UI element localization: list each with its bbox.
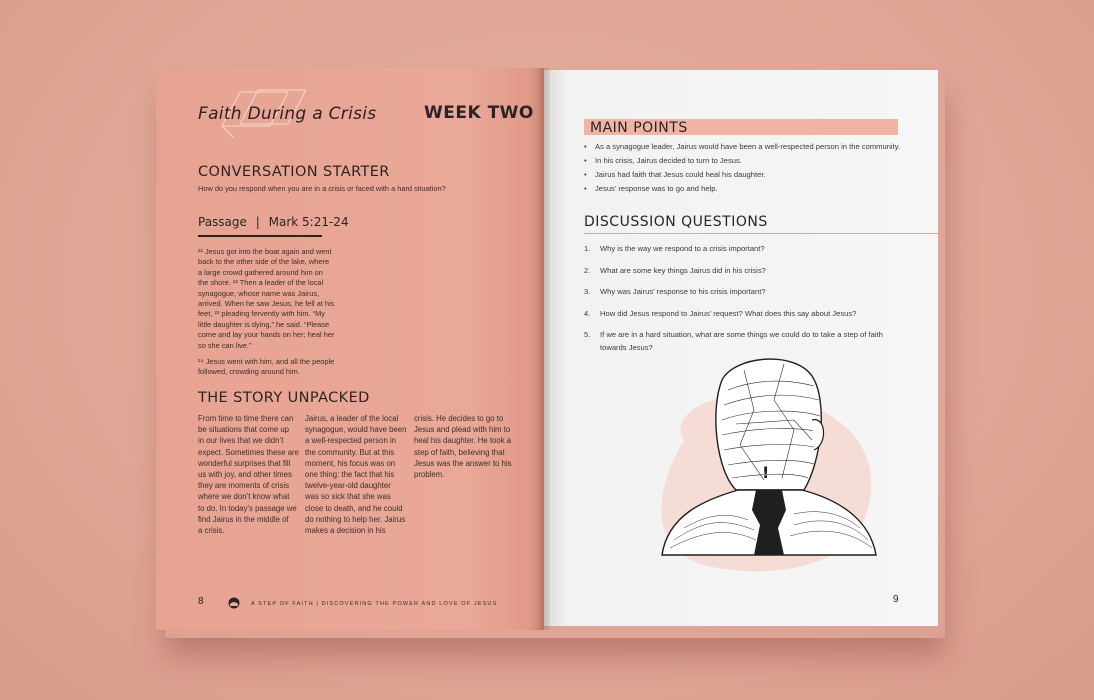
conversation-starter-heading: CONVERSATION STARTER: [198, 164, 390, 180]
scripture-line: back to the other side of the lake, where: [198, 257, 330, 267]
story-line: one thing: the fact that his: [305, 470, 395, 480]
scripture-line: ²¹ Jesus got into the boat again and went: [198, 247, 332, 256]
main-point-text: As a synagogue leader, Jairus would have been a well-respected person in the community.: [595, 142, 901, 151]
list-item: [584, 308, 883, 330]
main-point-text: Jairus had faith that Jesus could heal his daughter.: [595, 170, 766, 179]
scripture-line: the shore. ²² Then a leader of the local: [198, 278, 324, 288]
discussion-questions-heading: DISCUSSION QUESTIONS: [584, 214, 768, 230]
scripture-line: come and lay your hands on her; heal her: [198, 330, 335, 340]
story-unpacked-heading: THE STORY UNPACKED: [198, 390, 370, 406]
illustration-man-back-of-head: [644, 350, 884, 580]
story-line: heal his daughter. He took a: [414, 436, 512, 446]
question-number: 1.: [584, 244, 591, 253]
story-line: they are moments of crisis: [198, 481, 289, 491]
story-line: Jesus was the answer to his: [414, 458, 512, 468]
question-number: 3.: [584, 287, 591, 296]
scripture-text: [198, 247, 334, 378]
conversation-question: How do you respond when you are in a crisis or faced with a hard situation?: [198, 184, 446, 193]
main-point-text: Jesus’ response was to go and help.: [595, 184, 718, 193]
story-line: find Jairus in the middle of: [198, 514, 289, 524]
page-number-left: 8: [198, 596, 204, 607]
main-points-heading: MAIN POINTS: [590, 120, 688, 136]
story-line: Jairus, a leader of the local: [305, 414, 399, 423]
discussion-questions-list: [584, 243, 883, 354]
logo-icon: [228, 597, 240, 609]
footer-text: A STEP OF FAITH | DISCOVERING THE POWER AND LOVE OF JESUS: [251, 601, 498, 607]
scripture-line: ²⁴ Jesus went with him, and all the people: [198, 357, 335, 367]
scripture-line: arrived. When he saw Jesus, he fell at his: [198, 299, 335, 309]
scripture-line: little daughter is dying,” he said. “Please: [198, 319, 330, 329]
passage-heading: Passage | Mark 5:21-24: [198, 215, 349, 229]
scripture-line: a large crowd gathered around him on: [198, 267, 323, 277]
story-line: moment, his focus was on: [305, 458, 396, 468]
story-line: makes a decision in his: [305, 526, 386, 536]
question-number: 2.: [584, 265, 591, 275]
main-points-list: [584, 142, 900, 198]
story-line: where we don’t know what: [198, 492, 290, 502]
scripture-line: so she can live.”: [198, 340, 252, 350]
list-item: [584, 265, 883, 287]
story-line: a well-respected person in: [305, 436, 397, 446]
spine-shadow: [536, 68, 550, 630]
story-line: twelve-year-old daughter: [305, 481, 391, 491]
story-line: close to death, and he could: [305, 503, 403, 513]
story-line: a crisis.: [198, 526, 225, 536]
page-title: Faith During a Crisis: [198, 104, 377, 124]
story-line: step of faith, believing that: [414, 447, 505, 457]
story-line: Jesus and plead with him to: [414, 425, 511, 435]
story-line: crisis. He decides to go to: [414, 414, 504, 423]
question-text: Why is the way we respond to a crisis important?: [600, 244, 765, 253]
list-item: • Jesus’ response was to go and help.: [584, 184, 718, 193]
discussion-divider: [584, 233, 938, 234]
list-item: [584, 286, 883, 308]
scripture-line: feet, ²³ pleading fervently with him. “My: [198, 309, 325, 319]
story-line: to do. In today’s passage we: [198, 503, 297, 513]
story-line: was so sick that she was: [305, 492, 391, 502]
exclamation-mark: !: [762, 463, 770, 482]
right-page: [544, 70, 938, 626]
story-line: the community. But at this: [305, 447, 395, 457]
left-page: [156, 68, 544, 630]
story-line: From time to time there can: [198, 414, 294, 423]
list-item: • Jairus had faith that Jesus could heal his daughter.: [584, 170, 766, 179]
passage-underline: [198, 235, 322, 237]
story-line: in our lives that we didn’t: [198, 436, 284, 446]
story-line: do nothing to help her. Jairus: [305, 514, 406, 524]
story-line: expect. Sometimes these are: [198, 447, 299, 457]
page-number-right: 9: [893, 594, 899, 605]
story-line: wonderful surprises that fill: [198, 458, 291, 468]
question-text: What are some key things Jairus did in his crisis?: [600, 265, 766, 275]
question-text: Why was Jairus’ response to his crisis important?: [600, 287, 766, 296]
question-text: How did Jesus respond to Jairus’ request? What does this say about Jesus?: [600, 308, 857, 318]
story-line: be situations that come up: [198, 425, 290, 435]
story-column-2: [305, 413, 406, 536]
list-item: • In his crisis, Jairus decided to turn to Jesus.: [584, 156, 742, 165]
week-label: WEEK TWO: [424, 103, 534, 123]
list-item: [584, 243, 883, 265]
question-number: 4.: [584, 308, 591, 318]
passage-reference: Mark 5:21-24: [268, 215, 349, 229]
story-column-1: [198, 413, 299, 536]
question-text: towards Jesus?: [600, 342, 653, 352]
list-item: • As a synagogue leader, Jairus would have been a well-respected person in the community.: [584, 142, 901, 151]
story-line: synagogue, would have been: [305, 425, 407, 435]
story-line: problem.: [414, 470, 445, 480]
main-point-text: In his crisis, Jairus decided to turn to Jesus.: [595, 156, 742, 165]
passage-label: Passage: [198, 215, 247, 229]
question-text: If we are in a hard situation, what are some things we could do to take a step of faith: [600, 330, 883, 339]
scripture-line: followed, crowding around him.: [198, 367, 300, 377]
story-line: us with joy, and other times: [198, 470, 292, 480]
scripture-line: synagogue, whose name was Jairus,: [198, 288, 320, 298]
story-column-3: [414, 413, 512, 480]
question-number: 5.: [584, 330, 591, 339]
